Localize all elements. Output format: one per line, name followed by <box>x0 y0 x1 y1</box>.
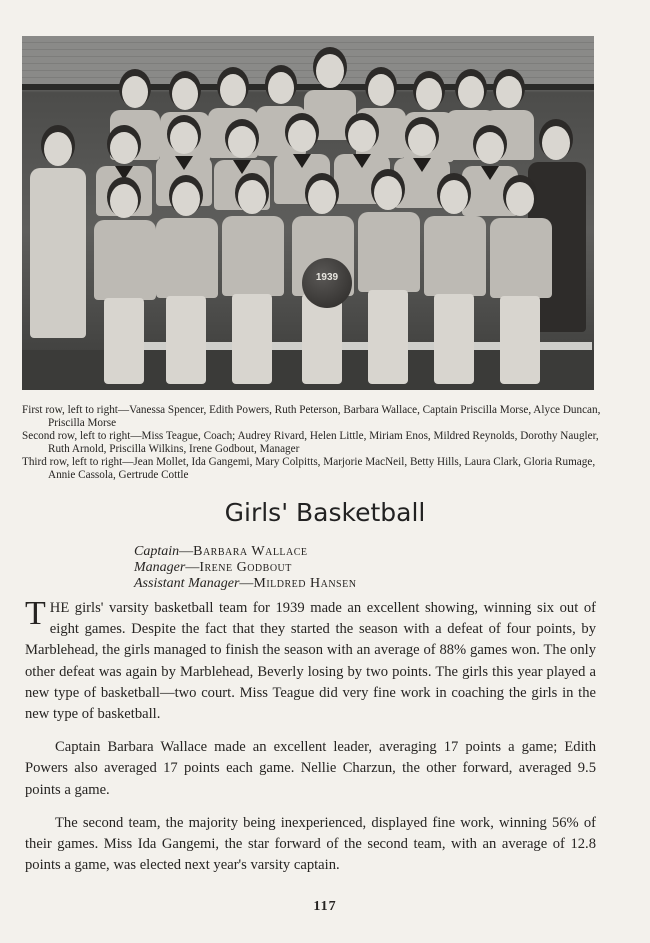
staff-list <box>134 544 356 592</box>
basketball <box>302 258 352 308</box>
staff-assistant-manager: Assistant Manager—Mildred Hansen <box>134 576 357 591</box>
caption-third-row: Third row, left to right—Jean Mollet, Ida Gangemi, Mary Colpitts, Marjorie MacNeil, Betty Hills, Laura Clark, Gloria Rumage, Annie Cassola, Gertrude Cottle <box>22 456 596 481</box>
staff-role: Captain <box>134 544 180 559</box>
article-body <box>25 595 596 888</box>
caption-first-row: First row, left to right—Vanessa Spencer, Edith Powers, Ruth Peterson, Barbara Wallace, Captain Priscilla Morse, Alyce Duncan, Priscilla Morse <box>22 404 601 429</box>
paragraph-1-text: HE girls' varsity basketball team for 1939 made an excellent showing, winning six out of eight games. Despite the fact that they started the season with a defeat of four points, by Marblehead, the girls managed to finish the season with an average of 88% games won. The only other defeat was again by Marblehead, Beverly losing by two points. The girls this year played a new type of basketball—two court. Miss Teague did very fine work in coaching the girls in the new type of basketball. <box>25 600 596 723</box>
photo-caption <box>22 404 602 482</box>
staff-role: Manager <box>134 560 186 575</box>
page-number: 117 <box>313 899 337 914</box>
caption-second-row: Second row, left to right—Miss Teague, Coach; Audrey Rivard, Helen Little, Miriam Enos, Mildred Reynolds, Dorothy Naugler, Ruth Arnold, Priscilla Wilkins, Irene Godbout, Manager <box>22 430 599 455</box>
paragraph-3: The second team, the majority being inexperienced, displayed fine work, winning 56% of their games. Miss Ida Gangemi, the star forward of the second team, with an average of 12.8 points a game, was elected next year's varsity captain. <box>25 814 596 874</box>
paragraph-2: Captain Barbara Wallace made an excellent leader, averaging 17 points a game; Edith Powers also averaged 17 points each game. Nellie Charzun, the other forward, averaged 9.5 points a game. <box>25 739 596 798</box>
drop-cap: T <box>25 595 46 632</box>
team-photo <box>22 36 594 390</box>
page-title: Girls' Basketball <box>224 498 426 527</box>
staff-manager: Manager—Irene Godbout <box>134 560 292 575</box>
staff-name: Barbara Wallace <box>193 544 308 559</box>
ball-label: 1939 <box>315 272 339 283</box>
staff-role: Assistant Manager <box>134 576 240 591</box>
staff-captain: Captain—Barbara Wallace <box>134 544 308 559</box>
paragraph-1 <box>25 595 596 725</box>
staff-name: Irene Godbout <box>199 560 292 575</box>
staff-name: Mildred Hansen <box>253 576 357 591</box>
